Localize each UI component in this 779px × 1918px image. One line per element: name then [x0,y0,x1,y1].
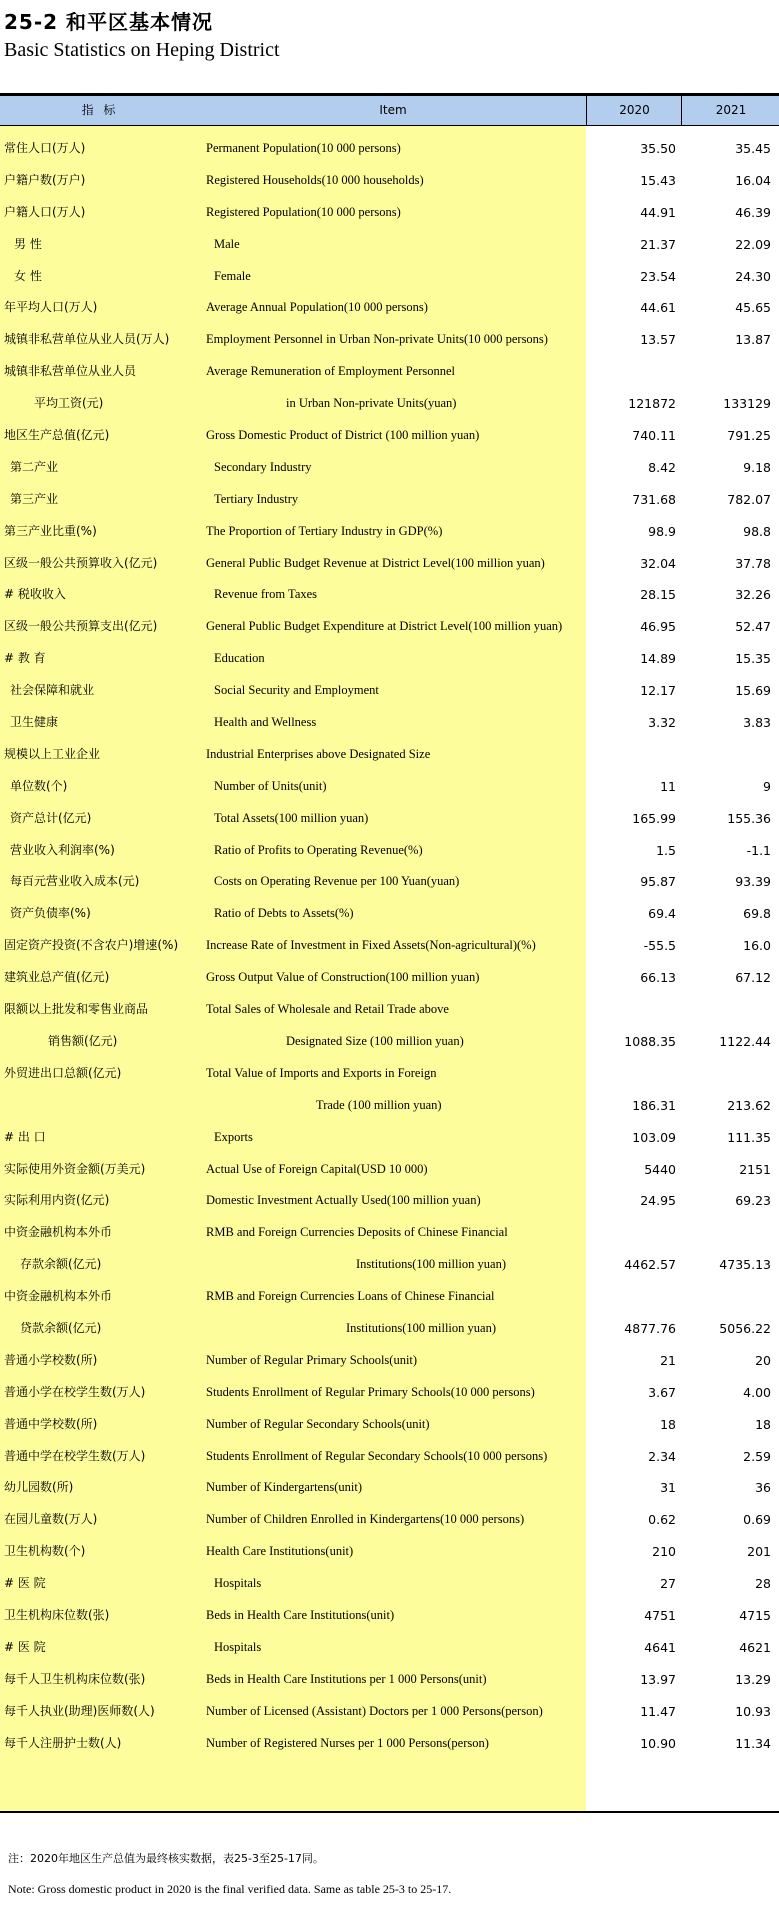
indicator-cn: 卫生机构数(个) [4,1544,86,1559]
item-en: Beds in Health Care Institutions(unit) [206,1607,395,1622]
indicator-cn: 区级一般公共预算收入(亿元) [4,555,158,570]
table-row [0,835,779,867]
indicator-cn: 卫生机构床位数(张) [4,1607,110,1622]
header-year-2020: 2020 [586,96,682,125]
value-2021: 1122.44 [719,1033,771,1049]
value-2020: 11 [660,778,676,794]
table-row [0,165,779,197]
table-row [0,1377,779,1409]
item-en: Total Assets(100 million yuan) [214,810,369,825]
value-2020: 23.54 [640,268,676,284]
item-en: Trade (100 million yuan) [316,1097,442,1112]
value-2021: 18 [755,1416,771,1432]
value-2021: 5056.22 [719,1320,771,1336]
table-row [0,1281,779,1313]
table-row [0,484,779,516]
indicator-cn: 规模以上工业企业 [4,746,101,761]
value-2021: -1.1 [746,842,771,858]
value-2020: 18 [660,1416,676,1432]
indicator-cn: 城镇非私营单位从业人员 [4,364,137,379]
item-en: Average Annual Population(10 000 persons) [206,300,428,315]
table-row [0,1441,779,1473]
table-row [0,1632,779,1664]
value-2020: 2.34 [648,1448,676,1464]
indicator-cn: 实际使用外资金额(万美元) [4,1161,146,1176]
indicator-cn: 营业收入利润率(%) [10,842,115,857]
item-en: Gross Output Value of Construction(100 million yuan) [206,970,480,985]
value-2021: 11.34 [735,1735,771,1751]
value-2021: 4735.13 [719,1257,771,1273]
table-row [0,1696,779,1728]
table-row [0,133,779,165]
value-2021: 98.8 [743,523,771,539]
value-2021: 36 [755,1480,771,1496]
indicator-cn: 每千人执业(助理)医师数(人) [4,1703,155,1718]
item-en: Employment Personnel in Urban Non-private Units(10 000 persons) [206,332,548,347]
table-row [0,675,779,707]
indicator-cn: 户籍户数(万户) [4,172,86,187]
value-2020: 44.61 [640,300,676,316]
header-indicator: 指 标 [81,103,119,117]
indicator-cn: 普通小学校数(所) [4,1352,98,1367]
table-bottom-rule [0,1811,779,1813]
value-2021: 9 [763,778,771,794]
note-english: Note: Gross domestic product in 2020 is the final verified data. Same as table 25-3 to 25-17. [8,1882,452,1896]
table-row [0,356,779,388]
item-en: Female [214,268,251,283]
indicator-cn: 中资金融机构本外币 [4,1289,113,1304]
table-row [0,771,779,803]
item-en: Beds in Health Care Institutions per 1 000 Persons(unit) [206,1671,487,1686]
table-row [0,1568,779,1600]
value-2021: 4715 [739,1607,771,1623]
indicator-cn: 第二产业 [10,459,59,474]
item-en: Ratio of Debts to Assets(%) [214,906,354,921]
indicator-cn: # 医 院 [4,1639,46,1654]
value-2021: 15.35 [735,651,771,667]
page-title-cn: 25-2 和平区基本情况 [4,10,214,34]
indicator-cn: 地区生产总值(亿元) [4,428,110,443]
value-2020: 11.47 [640,1703,676,1719]
value-2021: 52.47 [735,619,771,635]
indicator-cn: 外贸进出口总额(亿元) [4,1065,122,1080]
indicator-cn: 每千人卫生机构床位数(张) [4,1671,146,1686]
table-row [0,898,779,930]
value-2021: 0.69 [743,1512,771,1528]
indicator-cn: 年平均人口(万人) [4,300,98,315]
item-en: Total Value of Imports and Exports in Foreign [206,1065,437,1080]
indicator-cn: 女 性 [14,268,42,283]
indicator-cn: 每千人注册护士数(人) [4,1735,122,1750]
table-row [0,197,779,229]
item-en: Average Remuneration of Employment Personnel [206,364,456,379]
item-en: RMB and Foreign Currencies Deposits of Chinese Financial [206,1225,508,1240]
item-en: Permanent Population(10 000 persons) [206,141,401,155]
table-row [0,643,779,675]
value-2021: 32.26 [735,587,771,603]
indicator-cn: 建筑业总产值(亿元) [4,970,110,985]
item-en: RMB and Foreign Currencies Loans of Chinese Financial [206,1289,495,1304]
table-row [0,1664,779,1696]
table-row [0,1472,779,1504]
table-row [0,1026,779,1058]
value-2021: 3.83 [743,715,771,731]
item-en: in Urban Non-private Units(yuan) [286,396,457,411]
value-2021: 4621 [739,1639,771,1655]
value-2021: 69.8 [743,906,771,922]
indicator-cn: 贷款余额(亿元) [20,1320,102,1335]
value-2021: 9.18 [743,459,771,475]
indicator-cn: 普通小学在校学生数(万人) [4,1384,146,1399]
header-year-2021: 2021 [681,96,779,125]
value-2020: 98.9 [648,523,676,539]
value-2021: 213.62 [727,1097,771,1113]
item-en: Institutions(100 million yuan) [346,1320,496,1335]
value-2020: 35.50 [640,141,676,156]
item-en: Number of Regular Secondary Schools(unit) [206,1416,430,1431]
value-2021: 2151 [739,1161,771,1177]
indicator-cn: 每百元营业收入成本(元) [10,874,140,889]
value-2020: 95.87 [640,874,676,890]
table-row [0,1185,779,1217]
item-en: Number of Registered Nurses per 1 000 Persons(person) [206,1735,489,1750]
table-row [0,1345,779,1377]
item-en: The Proportion of Tertiary Industry in GDP(%) [206,523,443,538]
table-row [0,292,779,324]
value-2020: 66.13 [640,970,676,986]
item-en: General Public Budget Expenditure at District Level(100 million yuan) [206,619,563,634]
indicator-cn: 销售额(亿元) [48,1033,118,1048]
value-2021: 24.30 [735,268,771,284]
value-2021: 22.09 [735,236,771,252]
item-en: Exports [214,1129,253,1144]
value-2021: 45.65 [735,300,771,316]
value-2020: 3.67 [648,1384,676,1400]
item-en: Registered Population(10 000 persons) [206,204,401,219]
value-2020: 0.62 [648,1512,676,1528]
table-row [0,611,779,643]
table-row [0,1504,779,1536]
value-2021: 133129 [723,396,771,412]
value-2020: 1088.35 [624,1033,676,1049]
item-en: Students Enrollment of Regular Primary Schools(10 000 persons) [206,1384,535,1399]
value-2021: 15.69 [735,683,771,699]
value-2020: 4641 [644,1639,676,1655]
item-en: Number of Kindergartens(unit) [206,1480,362,1495]
table-row [0,1058,779,1090]
indicator-cn: 在园儿童数(万人) [4,1512,98,1527]
item-en: Male [214,236,240,251]
indicator-cn: 户籍人口(万人) [4,204,86,219]
value-2021: 46.39 [735,204,771,220]
table-row [0,261,779,293]
value-2020: 3.32 [648,715,676,731]
indicator-cn: 第三产业比重(%) [4,523,97,538]
item-en: Students Enrollment of Regular Secondary Schools(10 000 persons) [206,1448,548,1463]
indicator-cn: 平均工资(元) [34,396,104,411]
value-2021: 2.59 [743,1448,771,1464]
item-en: Institutions(100 million yuan) [356,1257,506,1272]
table-row [0,452,779,484]
item-en: Secondary Industry [214,459,312,474]
value-2020: 4751 [644,1607,676,1623]
item-en: Hospitals [214,1576,262,1591]
statistics-table [0,93,779,1813]
header-item: Item [379,103,407,117]
table-row [0,1217,779,1249]
item-en: Industrial Enterprises above Designated Size [206,746,431,761]
item-en: Costs on Operating Revenue per 100 Yuan(yuan) [214,874,460,889]
title-block [4,6,280,62]
item-en: Number of Regular Primary Schools(unit) [206,1352,418,1367]
value-2021: 4.00 [743,1384,771,1400]
value-2020: 21.37 [640,236,676,252]
item-en: Revenue from Taxes [214,587,318,602]
table-row [0,739,779,771]
value-2020: 31 [660,1480,676,1496]
value-2021: 782.07 [727,491,771,507]
item-en: Social Security and Employment [214,683,379,698]
item-en: Hospitals [214,1639,262,1654]
item-en: General Public Budget Revenue at District Level(100 million yuan) [206,555,545,570]
indicator-cn: # 教 育 [4,651,46,666]
item-en: Health Care Institutions(unit) [206,1544,354,1559]
table-row [0,803,779,835]
table-row [0,994,779,1026]
indicator-cn: 男 性 [14,236,42,251]
item-en: Total Sales of Wholesale and Retail Trade above [206,1002,449,1017]
item-en: Domestic Investment Actually Used(100 million yuan) [206,1193,481,1208]
value-2021: 201 [747,1544,771,1560]
table-row [0,1409,779,1441]
table-row [0,962,779,994]
table-row [0,579,779,611]
indicator-cn: # 医 院 [4,1576,46,1591]
value-2021: 67.12 [735,970,771,986]
value-2020: 32.04 [640,555,676,571]
value-2021: 13.87 [735,332,771,348]
indicator-cn: 区级一般公共预算支出(亿元) [4,619,158,634]
value-2020: 5440 [644,1161,676,1177]
value-2020: 44.91 [640,204,676,220]
value-2020: 8.42 [648,459,676,475]
item-en: Ratio of Profits to Operating Revenue(%) [214,842,423,857]
table-row [0,1313,779,1345]
table-row [0,1122,779,1154]
value-2021: 28 [755,1576,771,1592]
value-2020: 103.09 [632,1129,676,1145]
table-row [0,420,779,452]
value-2020: 14.89 [640,651,676,667]
value-2021: 16.0 [743,938,771,954]
item-en: Gross Domestic Product of District (100 million yuan) [206,428,480,443]
indicator-cn: 幼儿园数(所) [4,1480,74,1495]
indicator-cn: 限额以上批发和零售业商品 [4,1002,149,1017]
value-2020: 10.90 [640,1735,676,1751]
indicator-cn: 第三产业 [10,491,59,506]
table-row [0,1728,779,1760]
value-2020: 210 [652,1544,676,1560]
item-en: Actual Use of Foreign Capital(USD 10 000) [206,1161,428,1176]
table-header [0,96,779,126]
table-row [0,548,779,580]
indicator-cn: 中资金融机构本外币 [4,1225,113,1240]
value-2021: 10.93 [735,1703,771,1719]
indicator-cn: 资产负债率(%) [10,906,91,921]
value-2021: 93.39 [735,874,771,890]
indicator-cn: 社会保障和就业 [10,683,95,698]
item-en: Number of Units(unit) [214,778,327,793]
value-2020: 69.4 [648,906,676,922]
value-2021: 69.23 [735,1193,771,1209]
value-2020: 13.97 [640,1671,676,1687]
indicator-cn: 普通中学校数(所) [4,1416,98,1431]
value-2020: 28.15 [640,587,676,603]
value-2020: 24.95 [640,1193,676,1209]
item-en: Number of Licensed (Assistant) Doctors per 1 000 Persons(person) [206,1703,543,1718]
value-2021: 791.25 [727,428,771,444]
value-2020: 4462.57 [624,1257,676,1273]
value-2021: 35.45 [735,141,771,156]
table-row [0,866,779,898]
value-2020: 121872 [628,396,676,412]
indicator-cn: 卫生健康 [10,715,59,730]
value-2020: 13.57 [640,332,676,348]
table-row [0,930,779,962]
indicator-cn: 常住人口(万人) [4,141,86,155]
table-row [0,1536,779,1568]
value-2021: 111.35 [727,1129,771,1145]
notes [8,1850,778,1897]
table-row [0,1154,779,1186]
item-en: Tertiary Industry [214,491,299,506]
indicator-cn: 城镇非私营单位从业人员(万人) [4,332,170,347]
value-2020: 186.31 [632,1097,676,1113]
value-2020: 12.17 [640,683,676,699]
value-2021: 37.78 [735,555,771,571]
table-row [0,1090,779,1122]
value-2021: 20 [755,1352,771,1368]
item-en: Health and Wellness [214,715,317,730]
item-en: Education [214,651,265,666]
table-row [0,707,779,739]
item-en: Designated Size (100 million yuan) [286,1033,464,1048]
table-row [0,388,779,420]
value-2020: 165.99 [632,810,676,826]
value-2020: 46.95 [640,619,676,635]
indicator-cn: 存款余额(亿元) [20,1257,102,1272]
item-en: Increase Rate of Investment in Fixed Assets(Non-agricultural)(%) [206,938,536,953]
value-2020: 21 [660,1352,676,1368]
value-2020: 1.5 [656,842,676,858]
value-2020: 27 [660,1576,676,1592]
indicator-cn: 普通中学在校学生数(万人) [4,1448,146,1463]
table-body [0,133,779,1759]
value-2020: 4877.76 [624,1320,676,1336]
page-title-en: Basic Statistics on Heping District [4,39,280,61]
indicator-cn: 固定资产投资(不含农户)增速(%) [4,938,179,953]
table-row [0,229,779,261]
value-2020: 15.43 [640,172,676,188]
note-chinese: 注：2020年地区生产总值为最终核实数据，表25-3至25-17同。 [8,1852,324,1865]
value-2021: 16.04 [735,172,771,188]
indicator-cn: 实际利用内资(亿元) [4,1193,110,1208]
indicator-cn: 资产总计(亿元) [10,810,92,825]
indicator-cn: 单位数(个) [10,778,68,793]
table-row [0,1600,779,1632]
indicator-cn: # 出 口 [4,1129,46,1144]
indicator-cn: # 税收收入 [4,587,66,602]
table-row [0,1249,779,1281]
value-2020: 740.11 [632,428,676,444]
value-2020: -55.5 [643,938,676,954]
value-2021: 155.36 [727,810,771,826]
table-row [0,324,779,356]
table-row [0,516,779,548]
item-en: Number of Children Enrolled in Kindergartens(10 000 persons) [206,1512,525,1527]
value-2020: 731.68 [632,491,676,507]
item-en: Registered Households(10 000 households) [206,172,424,187]
value-2021: 13.29 [735,1671,771,1687]
